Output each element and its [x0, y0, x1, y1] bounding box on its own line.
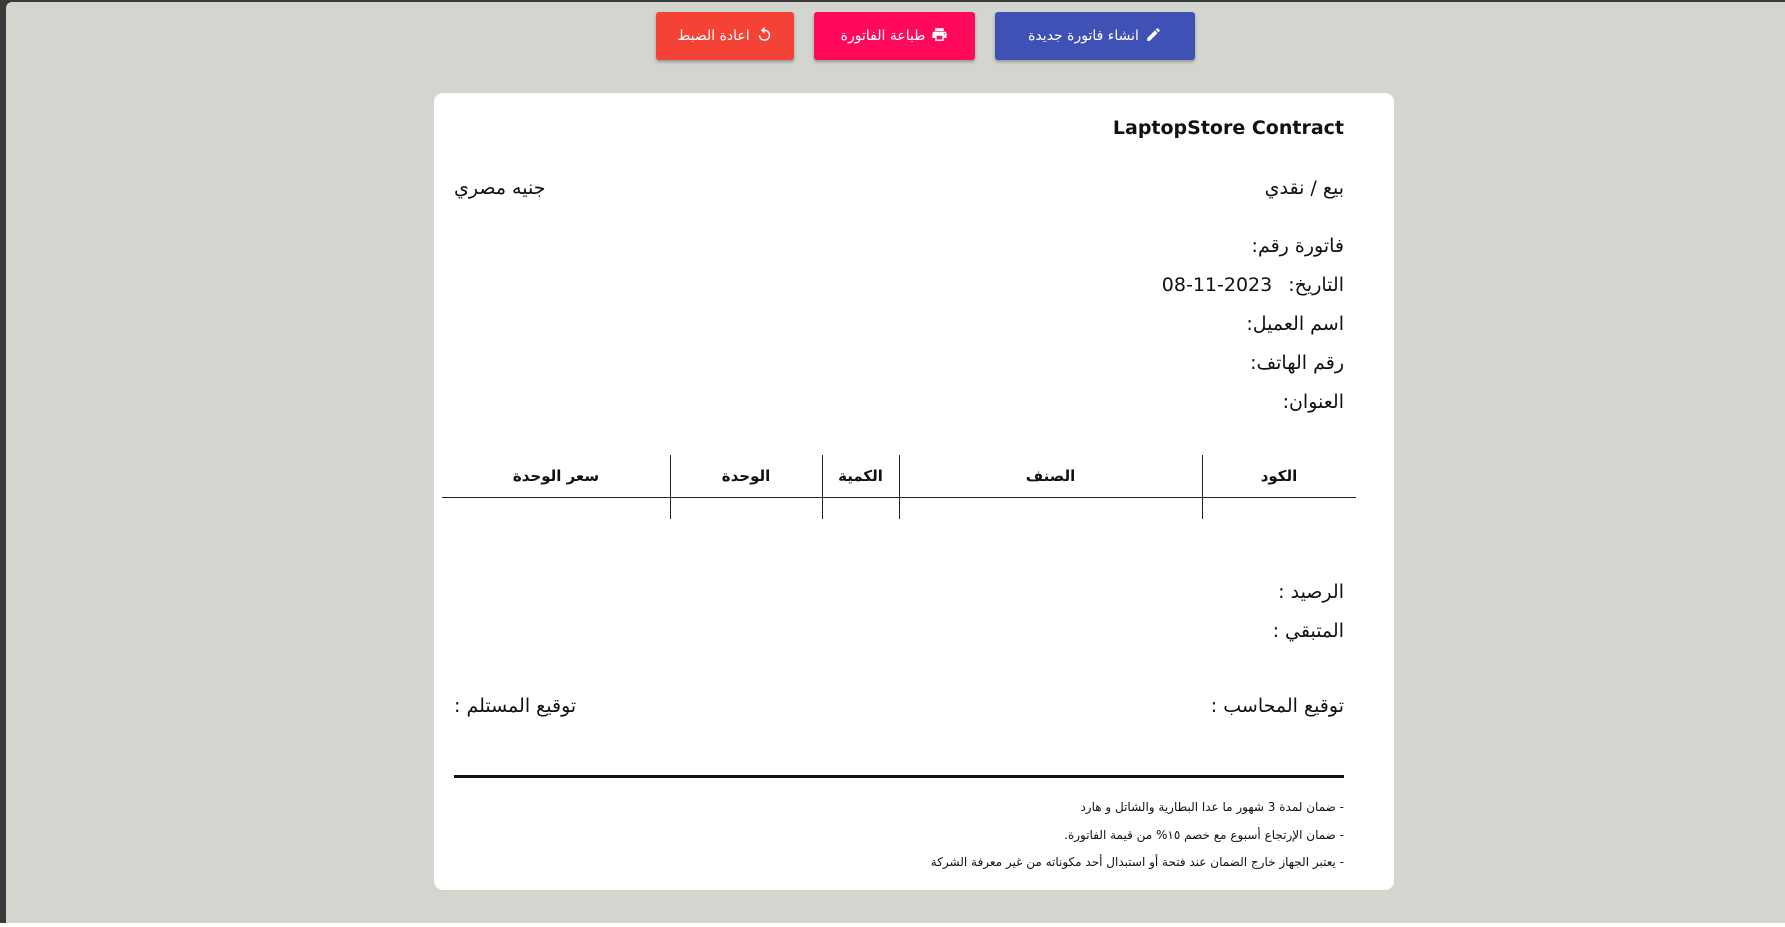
warranty-note: - ضمان لمدة 3 شهور ما عدا البطارية والشاتل و هارد	[1080, 800, 1344, 814]
address-label: العنوان:	[1282, 391, 1344, 413]
date-value: 08-11-2023	[1161, 274, 1273, 296]
footer-divider	[454, 775, 1344, 778]
bottom-edge	[0, 923, 1785, 927]
printer-icon	[931, 26, 948, 47]
column-header-quantity: الكمية	[838, 467, 883, 485]
currency-label: جنيه مصري	[454, 177, 546, 199]
invoice-number-label: فاتورة رقم:	[1251, 235, 1344, 257]
reset-label: اعادة الضبط	[677, 28, 750, 44]
remaining-label: المتبقي :	[1272, 620, 1344, 642]
column-divider	[899, 455, 900, 519]
print-invoice-button[interactable]	[814, 12, 975, 60]
column-header-code: الكود	[1260, 467, 1298, 485]
column-header-unit: الوحدة	[721, 467, 771, 485]
new-invoice-label: انشاء فاتورة جديدة	[1028, 28, 1139, 44]
column-divider	[822, 455, 823, 519]
balance-label: الرصيد :	[1278, 581, 1344, 603]
customer-name-label: اسم العميل:	[1246, 313, 1344, 335]
column-header-unit-price: سعر الوحدة	[512, 467, 600, 485]
date-label: التاريخ:	[1288, 274, 1344, 296]
sale-type: بيع / نقدي	[1264, 177, 1344, 199]
invoice-title: LaptopStore Contract	[1112, 117, 1344, 139]
date-row	[1162, 274, 1344, 296]
accountant-signature-label: توقيع المحاسب :	[1210, 695, 1344, 717]
new-invoice-button[interactable]	[995, 12, 1195, 60]
column-divider	[670, 455, 671, 519]
items-table	[442, 455, 1356, 519]
refresh-icon	[756, 26, 773, 47]
recipient-signature-label: توقيع المستلم :	[454, 695, 577, 717]
phone-label: رقم الهاتف:	[1250, 352, 1344, 374]
print-invoice-label: طباعة الفاتورة	[840, 28, 926, 44]
column-divider	[1202, 455, 1203, 519]
warranty-note: - ضمان الإرتجاع أسبوع مع خصم ١٥% من قيمة الفاتورة.	[1064, 828, 1344, 842]
page-viewport	[6, 2, 1785, 923]
column-header-item: الصنف	[1025, 467, 1076, 485]
pencil-icon	[1145, 26, 1162, 47]
header-divider	[442, 497, 1356, 498]
invoice-card	[434, 93, 1394, 890]
warranty-note: - يعتبر الجهاز خارج الضمان عند فتحة أو استبدال أحد مكوناته من غير معرفة الشركة	[930, 855, 1344, 869]
reset-button[interactable]	[656, 12, 794, 60]
